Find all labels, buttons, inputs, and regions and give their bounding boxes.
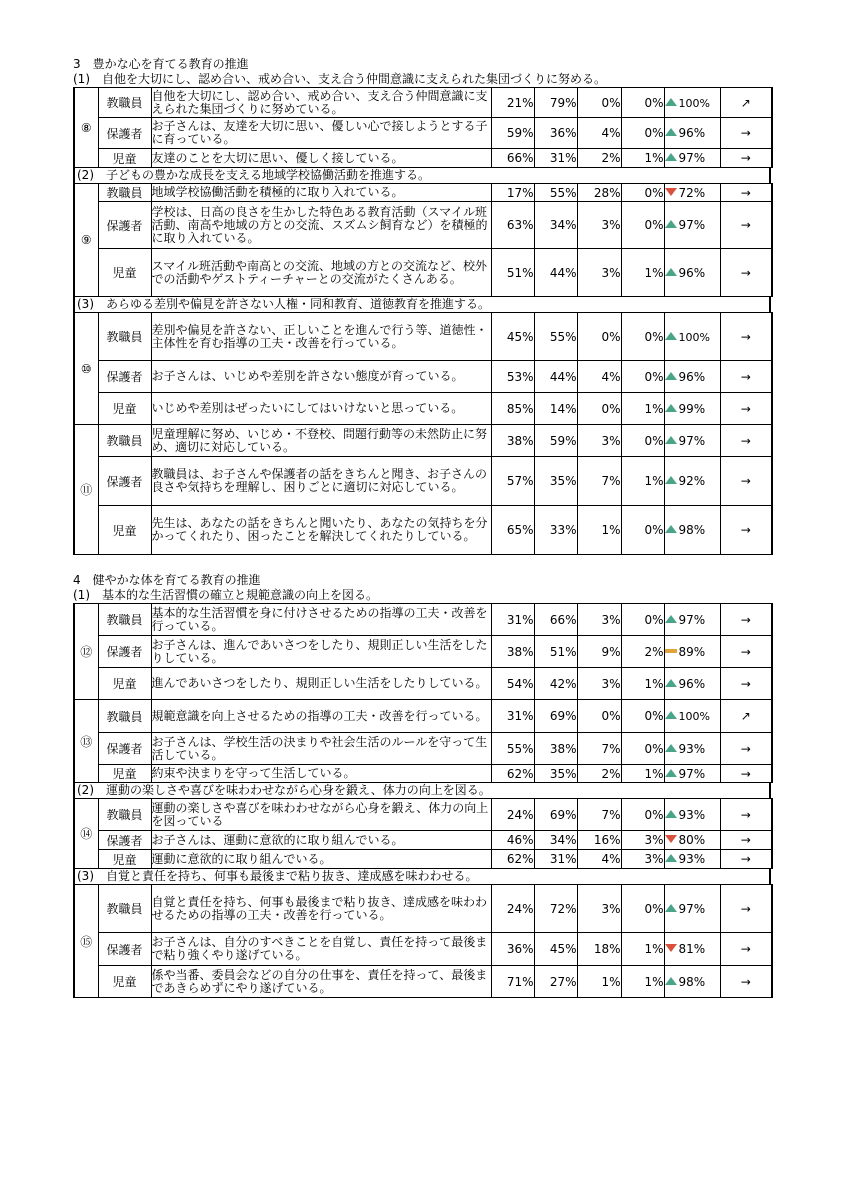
percent-cell: 0% bbox=[577, 88, 621, 118]
trend-arrow-icon: → bbox=[720, 765, 772, 783]
respondent-label: 保護者 bbox=[98, 202, 151, 249]
respondent-label: 児童 bbox=[98, 668, 151, 700]
percent-cell: 0% bbox=[621, 425, 664, 457]
percent-cell: 0% bbox=[577, 313, 621, 361]
subsection-title: (2) 子どもの豊かな成長を支える地域学校協働活動を推進する。 bbox=[73, 168, 771, 183]
respondent-label: 保護者 bbox=[98, 361, 151, 393]
triangle-up-icon bbox=[665, 402, 677, 416]
respondent-label: 保護者 bbox=[98, 933, 151, 966]
percent-cell: 3% bbox=[621, 850, 664, 869]
subsection-title: (3) 自覚と責任を持ち、何事も最後まで粘り抜き、達成感を味わわせる。 bbox=[73, 869, 771, 884]
percent-cell: 53% bbox=[491, 361, 534, 393]
triangle-up-icon bbox=[665, 742, 677, 756]
positive-rate: 96% bbox=[678, 369, 706, 384]
percent-cell: 46% bbox=[491, 831, 534, 850]
percent-cell: 28% bbox=[577, 184, 621, 202]
question-text: 自覚と責任を持ち、何事も最後まで粘り抜き、達成感を味わわせるための指導の工夫・改善を行っている。 bbox=[151, 885, 491, 933]
percent-cell: 1% bbox=[621, 249, 664, 297]
positive-rate: 100% bbox=[678, 96, 710, 110]
trend-arrow-icon: → bbox=[720, 202, 772, 249]
respondent-label: 教職員 bbox=[98, 700, 151, 733]
respondent-label: 児童 bbox=[98, 765, 151, 783]
triangle-up-icon bbox=[665, 266, 677, 280]
trend-arrow-icon: → bbox=[720, 361, 772, 393]
respondent-label: 教職員 bbox=[98, 604, 151, 636]
section-spacer bbox=[73, 555, 771, 572]
percent-cell: 0% bbox=[577, 700, 621, 733]
percent-cell: 21% bbox=[491, 88, 534, 118]
question-text: 進んであいさつをしたり、規則正しい生活をしたりしている。 bbox=[151, 668, 491, 700]
triangle-up-icon bbox=[665, 677, 677, 691]
subsection-title: (3) あらゆる差別や偏見を許さない人権・同和教育、道徳教育を推進する。 bbox=[73, 297, 771, 312]
positive-rate-cell bbox=[664, 361, 720, 393]
percent-cell: 4% bbox=[577, 118, 621, 149]
table-row bbox=[74, 202, 772, 249]
percent-cell: 79% bbox=[534, 88, 577, 118]
question-text: お子さんは、運動に意欲的に取り組んでいる。 bbox=[151, 831, 491, 850]
percent-cell: 1% bbox=[577, 966, 621, 998]
table-row bbox=[74, 831, 772, 850]
percent-cell: 54% bbox=[491, 668, 534, 700]
positive-rate: 97% bbox=[678, 901, 706, 916]
percent-cell: 1% bbox=[621, 457, 664, 506]
respondent-label: 保護者 bbox=[98, 118, 151, 149]
table-row bbox=[74, 850, 772, 869]
respondent-label: 児童 bbox=[98, 149, 151, 168]
percent-cell: 44% bbox=[534, 361, 577, 393]
positive-rate: 93% bbox=[678, 741, 706, 756]
survey-table bbox=[73, 798, 773, 869]
table-row bbox=[74, 118, 772, 149]
triangle-up-icon bbox=[665, 126, 677, 140]
section-title: 4 健やかな体を育てる教育の推進 bbox=[73, 573, 261, 587]
positive-rate: 89% bbox=[678, 644, 706, 659]
positive-rate-cell bbox=[664, 457, 720, 506]
positive-rate: 97% bbox=[678, 766, 706, 781]
subsection-title: (1) 自他を大切にし、認め合い、戒め合い、支え合う仲間意識に支えられた集団づくりに努める。 bbox=[73, 72, 607, 86]
percent-cell: 9% bbox=[577, 636, 621, 668]
survey-table bbox=[73, 87, 773, 168]
positive-rate: 98% bbox=[678, 974, 706, 989]
percent-cell: 1% bbox=[621, 668, 664, 700]
percent-cell: 0% bbox=[621, 313, 664, 361]
positive-rate: 96% bbox=[678, 265, 706, 280]
respondent-label: 教職員 bbox=[98, 184, 151, 202]
question-text: 地域学校協働活動を積極的に取り入れている。 bbox=[151, 184, 491, 202]
respondent-label: 保護者 bbox=[98, 636, 151, 668]
positive-rate-cell bbox=[664, 604, 720, 636]
triangle-up-icon bbox=[665, 808, 677, 822]
percent-cell: 31% bbox=[534, 850, 577, 869]
trend-arrow-icon: → bbox=[720, 249, 772, 297]
percent-cell: 4% bbox=[577, 361, 621, 393]
trend-arrow-icon: → bbox=[720, 668, 772, 700]
percent-cell: 0% bbox=[621, 118, 664, 149]
respondent-label: 教職員 bbox=[98, 88, 151, 118]
subsection-title: (2) 運動の楽しさや喜びを味わわせながら心身を鍛え、体力の向上を図る。 bbox=[73, 783, 771, 798]
positive-rate: 81% bbox=[678, 942, 706, 956]
trend-arrow-icon: → bbox=[720, 966, 772, 998]
question-text: 運動の楽しさや喜びを味わわせながら心身を鍛え、体力の向上を図っている bbox=[151, 799, 491, 831]
question-text: お子さんは、友達を大切に思い、優しい心で接しようとする子に育っている。 bbox=[151, 118, 491, 149]
item-number: ⑩ bbox=[74, 313, 98, 425]
trend-arrow-icon: ↗ bbox=[720, 700, 772, 733]
respondent-label: 教職員 bbox=[98, 799, 151, 831]
trend-arrow-icon: → bbox=[720, 831, 772, 850]
question-text: お子さんは、学校生活の決まりや社会生活のルールを守って生活している。 bbox=[151, 733, 491, 765]
percent-cell: 0% bbox=[621, 885, 664, 933]
trend-arrow-icon: → bbox=[720, 425, 772, 457]
positive-rate-cell bbox=[664, 313, 720, 361]
percent-cell: 0% bbox=[621, 733, 664, 765]
positive-rate-cell bbox=[664, 885, 720, 933]
respondent-label: 児童 bbox=[98, 850, 151, 869]
positive-rate-cell bbox=[664, 425, 720, 457]
triangle-up-icon bbox=[665, 975, 677, 989]
table-row bbox=[74, 149, 772, 168]
trend-arrow-icon: → bbox=[720, 933, 772, 966]
percent-cell: 34% bbox=[534, 831, 577, 850]
trend-arrow-icon: → bbox=[720, 850, 772, 869]
question-text: 自他を大切にし、認め合い、戒め合い、支え合う仲間意識に支えられた集団づくりに努めている。 bbox=[151, 88, 491, 118]
positive-rate: 92% bbox=[678, 474, 706, 488]
percent-cell: 0% bbox=[621, 202, 664, 249]
positive-rate-cell bbox=[664, 850, 720, 869]
trend-arrow-icon: → bbox=[720, 885, 772, 933]
table-row bbox=[74, 700, 772, 733]
positive-rate-cell bbox=[664, 149, 720, 168]
percent-cell: 35% bbox=[534, 765, 577, 783]
triangle-down-icon bbox=[665, 942, 677, 956]
positive-rate-cell bbox=[664, 799, 720, 831]
percent-cell: 45% bbox=[491, 313, 534, 361]
percent-cell: 24% bbox=[491, 799, 534, 831]
percent-cell: 72% bbox=[534, 885, 577, 933]
trend-arrow-icon: → bbox=[720, 184, 772, 202]
positive-rate-cell bbox=[664, 733, 720, 765]
question-text: 友達のことを大切に思い、優しく接している。 bbox=[151, 149, 491, 168]
positive-rate: 97% bbox=[678, 433, 706, 448]
percent-cell: 7% bbox=[577, 457, 621, 506]
positive-rate-cell bbox=[664, 184, 720, 202]
positive-rate-cell bbox=[664, 393, 720, 425]
percent-cell: 59% bbox=[534, 425, 577, 457]
percent-cell: 0% bbox=[621, 184, 664, 202]
percent-cell: 3% bbox=[577, 202, 621, 249]
triangle-up-icon bbox=[665, 218, 677, 232]
percent-cell: 85% bbox=[491, 393, 534, 425]
percent-cell: 1% bbox=[621, 393, 664, 425]
positive-rate: 100% bbox=[678, 710, 710, 723]
percent-cell: 62% bbox=[491, 765, 534, 783]
percent-cell: 2% bbox=[621, 636, 664, 668]
percent-cell: 3% bbox=[577, 249, 621, 297]
percent-cell: 4% bbox=[577, 850, 621, 869]
percent-cell: 69% bbox=[534, 700, 577, 733]
question-text: 児童理解に努め、いじめ・不登校、問題行動等の未然防止に努め、適切に対応している。 bbox=[151, 425, 491, 457]
question-text: 差別や偏見を許さない、正しいことを進んで行う等、道徳性・主体性を育む指導の工夫・改善を行っている。 bbox=[151, 313, 491, 361]
percent-cell: 31% bbox=[491, 604, 534, 636]
percent-cell: 18% bbox=[577, 933, 621, 966]
percent-cell: 0% bbox=[577, 393, 621, 425]
table-row bbox=[74, 361, 772, 393]
percent-cell: 0% bbox=[621, 604, 664, 636]
table-row bbox=[74, 184, 772, 202]
respondent-label: 保護者 bbox=[98, 831, 151, 850]
triangle-up-icon bbox=[665, 434, 677, 448]
item-number: ⑪ bbox=[74, 425, 98, 555]
percent-cell: 66% bbox=[534, 604, 577, 636]
percent-cell: 45% bbox=[534, 933, 577, 966]
percent-cell: 71% bbox=[491, 966, 534, 998]
table-row bbox=[74, 393, 772, 425]
triangle-up-icon bbox=[665, 96, 677, 110]
percent-cell: 55% bbox=[534, 184, 577, 202]
percent-cell: 1% bbox=[577, 506, 621, 555]
percent-cell: 3% bbox=[577, 425, 621, 457]
table-row bbox=[74, 733, 772, 765]
table-row bbox=[74, 313, 772, 361]
table-row bbox=[74, 966, 772, 998]
section-title: 3 豊かな心を育てる教育の推進 bbox=[73, 57, 249, 71]
percent-cell: 38% bbox=[491, 425, 534, 457]
respondent-label: 教職員 bbox=[98, 313, 151, 361]
question-text: お子さんは、進んであいさつをしたり、規則正しい生活をしたりしている。 bbox=[151, 636, 491, 668]
percent-cell: 31% bbox=[491, 700, 534, 733]
percent-cell: 62% bbox=[491, 850, 534, 869]
percent-cell: 3% bbox=[577, 885, 621, 933]
triangle-up-icon bbox=[665, 474, 677, 488]
trend-arrow-icon: → bbox=[720, 457, 772, 506]
percent-cell: 27% bbox=[534, 966, 577, 998]
percent-cell: 0% bbox=[621, 700, 664, 733]
table-row bbox=[74, 506, 772, 555]
percent-cell: 44% bbox=[534, 249, 577, 297]
positive-rate: 96% bbox=[678, 126, 706, 140]
percent-cell: 38% bbox=[534, 733, 577, 765]
positive-rate-cell bbox=[664, 933, 720, 966]
question-text: 係や当番、委員会などの自分の仕事を、責任を持って、最後まであきらめずにやり遂げている。 bbox=[151, 966, 491, 998]
item-number: ⑨ bbox=[74, 184, 98, 297]
percent-cell: 36% bbox=[534, 118, 577, 149]
trend-arrow-icon: → bbox=[720, 799, 772, 831]
positive-rate: 97% bbox=[678, 612, 706, 627]
survey-table bbox=[73, 603, 773, 783]
table-row bbox=[74, 668, 772, 700]
positive-rate: 80% bbox=[678, 833, 706, 847]
table-row bbox=[74, 799, 772, 831]
question-text: 規範意識を向上させるための指導の工夫・改善を行っている。 bbox=[151, 700, 491, 733]
item-number: ⑭ bbox=[74, 799, 98, 869]
percent-cell: 38% bbox=[491, 636, 534, 668]
positive-rate: 93% bbox=[678, 852, 706, 866]
percent-cell: 1% bbox=[621, 966, 664, 998]
percent-cell: 0% bbox=[621, 88, 664, 118]
respondent-label: 保護者 bbox=[98, 457, 151, 506]
percent-cell: 1% bbox=[621, 149, 664, 168]
percent-cell: 17% bbox=[491, 184, 534, 202]
percent-cell: 66% bbox=[491, 149, 534, 168]
percent-cell: 2% bbox=[577, 765, 621, 783]
triangle-up-icon bbox=[665, 523, 677, 537]
table-row bbox=[74, 249, 772, 297]
question-text: 運動に意欲的に取り組んでいる。 bbox=[151, 850, 491, 869]
positive-rate: 100% bbox=[678, 330, 710, 344]
percent-cell: 31% bbox=[534, 149, 577, 168]
table-row bbox=[74, 636, 772, 668]
percent-cell: 7% bbox=[577, 733, 621, 765]
percent-cell: 34% bbox=[534, 202, 577, 249]
percent-cell: 1% bbox=[621, 933, 664, 966]
triangle-up-icon bbox=[665, 330, 677, 344]
survey-table bbox=[73, 312, 773, 555]
percent-cell: 33% bbox=[534, 506, 577, 555]
trend-arrow-icon: → bbox=[720, 313, 772, 361]
triangle-down-icon bbox=[665, 833, 677, 847]
percent-cell: 7% bbox=[577, 799, 621, 831]
percent-cell: 1% bbox=[621, 765, 664, 783]
survey-document bbox=[73, 56, 771, 998]
item-number: ⑮ bbox=[74, 885, 98, 998]
table-row bbox=[74, 933, 772, 966]
percent-cell: 2% bbox=[577, 149, 621, 168]
item-number: ⑬ bbox=[74, 700, 98, 783]
triangle-down-icon bbox=[665, 186, 677, 200]
positive-rate: 97% bbox=[678, 218, 706, 232]
percent-cell: 51% bbox=[491, 249, 534, 297]
positive-rate-cell bbox=[664, 668, 720, 700]
table-row bbox=[74, 425, 772, 457]
positive-rate-cell bbox=[664, 636, 720, 668]
trend-arrow-icon: → bbox=[720, 733, 772, 765]
positive-rate-cell bbox=[664, 506, 720, 555]
question-text: いじめや差別はぜったいにしてはいけないと思っている。 bbox=[151, 393, 491, 425]
question-text: 基本的な生活習慣を身に付けさせるための指導の工夫・改善を行っている。 bbox=[151, 604, 491, 636]
question-text: 教職員は、お子さんや保護者の話をきちんと聞き、お子さんの良さや気持ちを理解し、困りごとに適切に対応している。 bbox=[151, 457, 491, 506]
percent-cell: 51% bbox=[534, 636, 577, 668]
table-row bbox=[74, 765, 772, 783]
positive-rate: 98% bbox=[678, 523, 706, 537]
item-number: ⑧ bbox=[74, 88, 98, 168]
percent-cell: 55% bbox=[491, 733, 534, 765]
trend-arrow-icon: → bbox=[720, 506, 772, 555]
survey-table bbox=[73, 183, 773, 297]
question-text: 先生は、あなたの話をきちんと聞いたり、あなたの気持ちを分かってくれたり、困ったことを解決してくれたりしている。 bbox=[151, 506, 491, 555]
triangle-up-icon bbox=[665, 852, 677, 866]
respondent-label: 教職員 bbox=[98, 425, 151, 457]
question-text: 約束や決まりを守って生活している。 bbox=[151, 765, 491, 783]
positive-rate-cell bbox=[664, 118, 720, 149]
percent-cell: 3% bbox=[577, 604, 621, 636]
survey-table bbox=[73, 884, 773, 998]
respondent-label: 教職員 bbox=[98, 885, 151, 933]
percent-cell: 65% bbox=[491, 506, 534, 555]
trend-arrow-icon: → bbox=[720, 149, 772, 168]
positive-rate-cell bbox=[664, 765, 720, 783]
percent-cell: 3% bbox=[621, 831, 664, 850]
respondent-label: 保護者 bbox=[98, 733, 151, 765]
percent-cell: 63% bbox=[491, 202, 534, 249]
respondent-label: 児童 bbox=[98, 249, 151, 297]
positive-rate-cell bbox=[664, 202, 720, 249]
percent-cell: 0% bbox=[621, 361, 664, 393]
table-row bbox=[74, 604, 772, 636]
percent-cell: 14% bbox=[534, 393, 577, 425]
triangle-up-icon bbox=[665, 370, 677, 384]
table-row bbox=[74, 885, 772, 933]
positive-rate-cell bbox=[664, 966, 720, 998]
percent-cell: 59% bbox=[491, 118, 534, 149]
dash-icon bbox=[665, 645, 677, 659]
triangle-up-icon bbox=[665, 709, 677, 723]
table-row bbox=[74, 457, 772, 506]
triangle-up-icon bbox=[665, 613, 677, 627]
percent-cell: 3% bbox=[577, 668, 621, 700]
percent-cell: 35% bbox=[534, 457, 577, 506]
positive-rate-cell bbox=[664, 700, 720, 733]
positive-rate: 93% bbox=[678, 807, 706, 822]
positive-rate: 96% bbox=[678, 676, 706, 691]
trend-arrow-icon: → bbox=[720, 636, 772, 668]
positive-rate: 99% bbox=[678, 401, 706, 416]
trend-arrow-icon: ↗ bbox=[720, 88, 772, 118]
trend-arrow-icon: → bbox=[720, 393, 772, 425]
percent-cell: 16% bbox=[577, 831, 621, 850]
trend-arrow-icon: → bbox=[720, 604, 772, 636]
percent-cell: 55% bbox=[534, 313, 577, 361]
respondent-label: 児童 bbox=[98, 393, 151, 425]
percent-cell: 36% bbox=[491, 933, 534, 966]
question-text: 学校は、日高の良さを生かした特色ある教育活動（スマイル班活動、南高や地域の方との交流、スズムシ飼育など）を積極的に取り入れている。 bbox=[151, 202, 491, 249]
percent-cell: 69% bbox=[534, 799, 577, 831]
positive-rate-cell bbox=[664, 249, 720, 297]
table-row bbox=[74, 88, 772, 118]
percent-cell: 42% bbox=[534, 668, 577, 700]
respondent-label: 児童 bbox=[98, 506, 151, 555]
percent-cell: 0% bbox=[621, 506, 664, 555]
respondent-label: 児童 bbox=[98, 966, 151, 998]
question-text: お子さんは、いじめや差別を許さない態度が育っている。 bbox=[151, 361, 491, 393]
positive-rate: 97% bbox=[678, 151, 706, 165]
subsection-title: (1) 基本的な生活習慣の確立と規範意識の向上を図る。 bbox=[73, 588, 379, 602]
triangle-up-icon bbox=[665, 151, 677, 165]
question-text: スマイル班活動や南高との交流、地域の方との交流など、校外での活動やゲストティーチャーとの交流がたくさんある。 bbox=[151, 249, 491, 297]
percent-cell: 0% bbox=[621, 799, 664, 831]
percent-cell: 57% bbox=[491, 457, 534, 506]
positive-rate-cell bbox=[664, 831, 720, 850]
triangle-up-icon bbox=[665, 902, 677, 916]
item-number: ⑫ bbox=[74, 604, 98, 700]
percent-cell: 24% bbox=[491, 885, 534, 933]
positive-rate-cell bbox=[664, 88, 720, 118]
question-text: お子さんは、自分のすべきことを自覚し、責任を持って最後まで粘り強くやり遂げている。 bbox=[151, 933, 491, 966]
positive-rate: 72% bbox=[678, 185, 706, 200]
trend-arrow-icon: → bbox=[720, 118, 772, 149]
triangle-up-icon bbox=[665, 767, 677, 781]
